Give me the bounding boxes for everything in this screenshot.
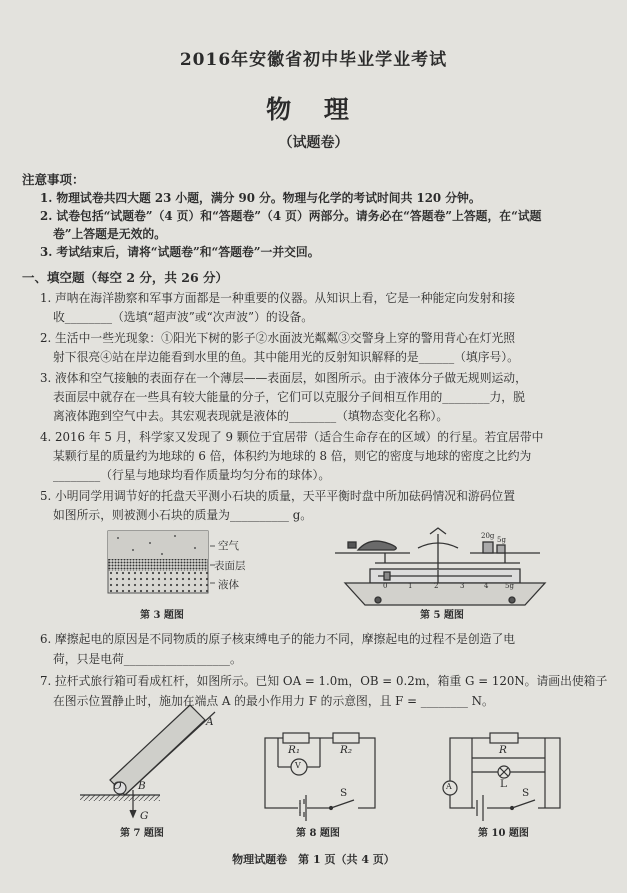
question-line: 收________（选填“超声波”或“次声波”）的设备。 (53, 310, 314, 324)
fig10-label-R: R (499, 744, 507, 756)
fig8-label-R1: R₁ (288, 744, 301, 756)
fig10-label-S: S (522, 787, 530, 799)
question-line: 某颗行星的质量约为地球的 6 倍，体积约为地球的 8 倍，则它的密度与地球的密度之比约为 (53, 449, 532, 463)
fig5-tick-4: 4 (484, 582, 489, 590)
question-line: 3. 液体和空气接触的表面存在一个薄层——表面层，如图所示。由于液体分子做无规则运动， (40, 371, 527, 385)
fig5-tick-1: 1 (408, 582, 413, 590)
question-line: 荷，只是电荷__________________。 (53, 652, 242, 666)
fig5-tick-5: 5g (505, 582, 514, 590)
figure-8 (265, 733, 375, 821)
question-line: 6. 摩擦起电的原因是不同物质的原子核束缚电子的能力不同，摩擦起电的过程不是创造了电 (40, 632, 516, 646)
fig3-label-air: 空气 (218, 540, 239, 552)
fig3-label-liquid: 液体 (218, 579, 239, 591)
fig10-label-L: L (500, 778, 507, 790)
figure-3 (108, 531, 215, 593)
notes-item: 2. 试卷包括“试题卷”（4 页）和“答题卷”（4 页）两部分。请务必在“答题卷”上答题，在“试题 (40, 209, 542, 223)
question-line: 表面层中就存在一些具有较大能量的分子，它们可以克服分子间相互作用的________力，脱 (53, 390, 525, 404)
question-line: 5. 小明同学用调节好的托盘天平测小石块的质量，天平平衡时盘中所加砝码情况和游码位置 (40, 489, 516, 503)
fig5-tick-3: 3 (460, 582, 465, 590)
fig3-label-surface: 表面层 (214, 560, 246, 572)
question-line: 1. 声呐在海洋勘察和军事方面都是一种重要的仪器。从知识上看，它是一种能定向发射和接 (40, 291, 516, 305)
fig10-label-ammeter: A (446, 782, 452, 791)
fig5-weight-20g: 20g (481, 532, 495, 540)
fig5-tick-0: 0 (383, 582, 388, 590)
fig8-label-S: S (340, 787, 348, 799)
question-line: 在图示位置静止时，施加在端点 A 的最小作用力 F 的示意图，且 F = ________ N。 (53, 694, 494, 708)
question-line: 7. 拉杆式旅行箱可看成杠杆，如图所示。已知 OA = 1.0m，OB = 0.2m，箱重 G = 120N。请画出使箱子 (40, 674, 608, 688)
exam-title: 2016年安徽省初中毕业学业考试 (179, 50, 448, 70)
paper-type: （试题卷） (278, 135, 349, 151)
fig10-caption: 第 10 题图 (478, 828, 529, 839)
fig7-label-G: G (140, 810, 149, 822)
figure-7 (80, 705, 215, 817)
fig3-caption: 第 3 题图 (140, 610, 184, 621)
page-footer: 物理试题卷 第 1 页（共 4 页） (232, 853, 395, 866)
question-line: 射下很亮④站在岸边能看到水里的鱼。其中能用光的反射知识解释的是______（填序号）。 (53, 350, 519, 364)
notes-heading: 注意事项： (22, 172, 85, 187)
fig8-caption: 第 8 题图 (296, 828, 340, 839)
fig7-label-B: B (138, 780, 146, 792)
subject-title: 物 理 (266, 95, 361, 124)
question-line: 4. 2016 年 5 月，科学家又发现了 9 颗位于宜居带（适合生命存在的区域）的行星。若宜居带中 (40, 430, 544, 444)
fig5-weight-5g: 5g (497, 536, 506, 544)
fig8-label-voltmeter: V (295, 761, 301, 770)
notes-item: 3. 考试结束后，请将“试题卷”和“答题卷”一并交回。 (40, 245, 320, 259)
question-line: 2. 生活中一些光现象：①阳光下树的影子②水面波光粼粼③交警身上穿的警用背心在灯光照 (40, 331, 516, 345)
notes-item: 1. 物理试卷共四大题 23 小题，满分 90 分。物理与化学的考试时间共 120 分钟。 (40, 191, 481, 205)
figure-5 (335, 528, 545, 605)
question-line: ________（行星与地球均看作质量均匀分布的球体）。 (53, 468, 331, 482)
fig8-label-R2: R₂ (340, 744, 353, 756)
section-heading: 一、填空题（每空 2 分，共 26 分） (22, 270, 229, 285)
fig7-label-A: A (206, 716, 214, 728)
notes-item: 卷”上答题是无效的。 (53, 227, 166, 241)
fig7-caption: 第 7 题图 (120, 828, 164, 839)
question-line: 离液体跑到空气中去。其宏观表现就是液体的________（填物态变化名称）。 (53, 409, 449, 423)
fig7-label-O: O (113, 780, 122, 792)
question-line: 如图所示，则被测小石块的质量为__________ g。 (53, 508, 313, 522)
fig5-caption: 第 5 题图 (420, 610, 464, 621)
fig5-tick-2: 2 (434, 582, 439, 590)
